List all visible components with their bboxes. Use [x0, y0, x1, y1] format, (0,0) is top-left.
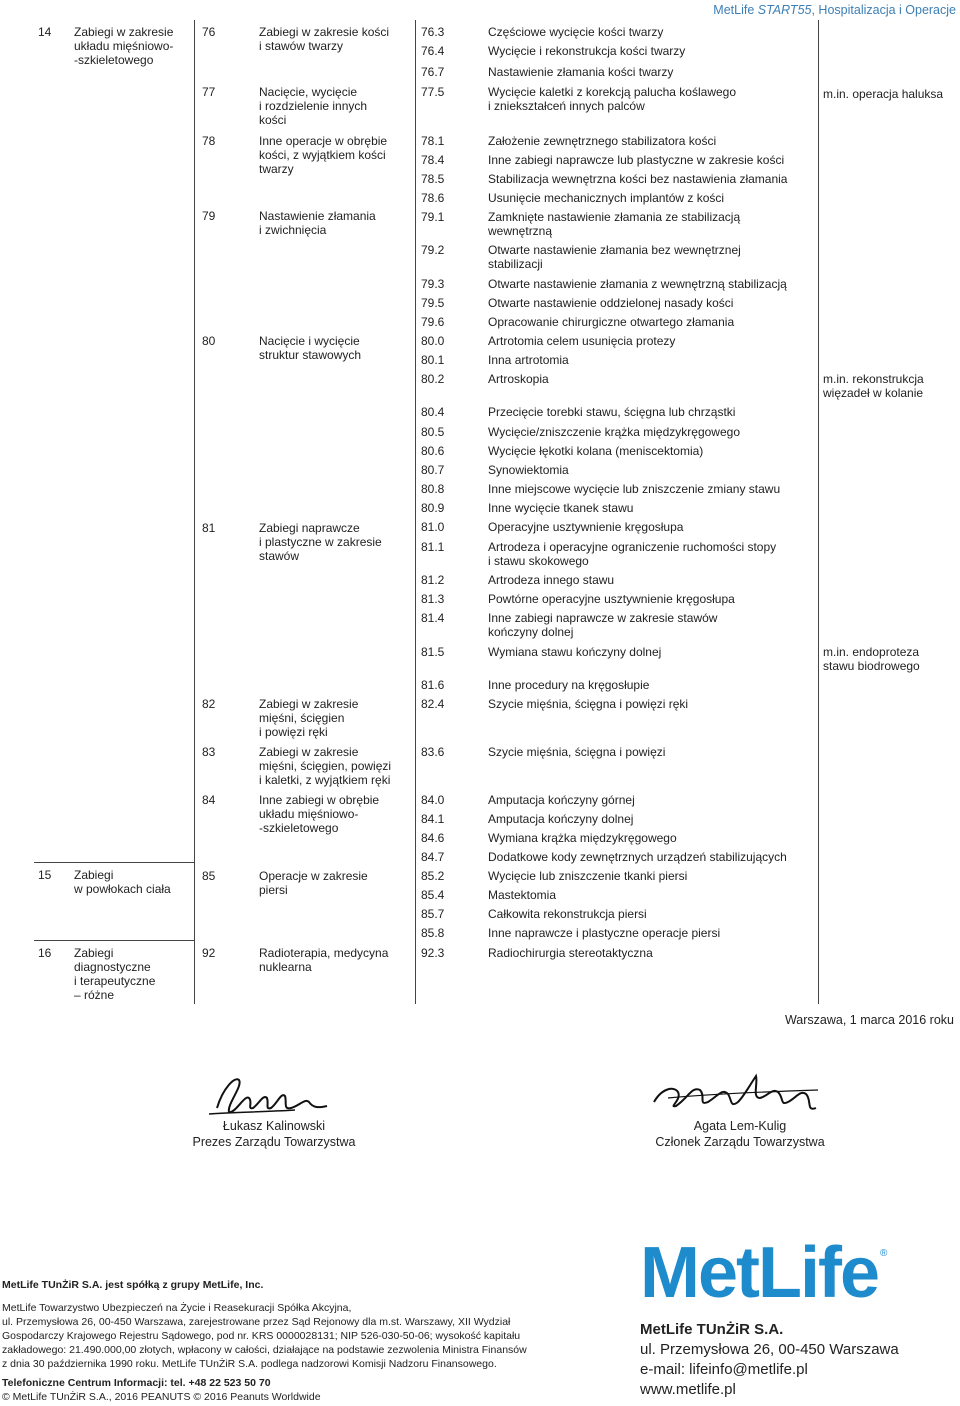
- procedure-code: 81.2: [421, 573, 445, 587]
- procedure-note: m.in. endoproteza stawu biodrowego: [823, 645, 920, 673]
- signatory-role: Prezes Zarządu Towarzystwa: [192, 1135, 356, 1149]
- procedure-code: 85.2: [421, 869, 445, 883]
- company-contact: [640, 1320, 899, 1400]
- procedure-code: 80.0: [421, 334, 445, 348]
- procedure-note: m.in. rekonstrukcja więzadeł w kolanie: [823, 372, 924, 400]
- procedure-code: 84.7: [421, 850, 445, 864]
- procedure-code: 81.3: [421, 592, 445, 606]
- procedure-note: m.in. operacja haluksa: [823, 87, 944, 101]
- group-name: Zabiegi w zakresie układu mięśniowo- -szkieletowego: [74, 25, 174, 67]
- procedure-name: Wycięcie lub zniszczenie tkanki piersi: [488, 869, 688, 883]
- category-number: 83: [202, 745, 216, 759]
- procedure-code: 76.3: [421, 25, 445, 39]
- procedure-name: Operacyjne usztywnienie kręgosłupa: [488, 520, 684, 534]
- procedure-name: Wycięcie/zniszczenie krążka międzykręgowego: [488, 425, 740, 439]
- procedure-name: Otwarte nastawienie oddzielonej nasady kości: [488, 296, 734, 310]
- row-divider: [34, 862, 194, 863]
- procedure-name: Inne zabiegi naprawcze lub plastyczne w zakresie kości: [488, 153, 785, 167]
- category-number: 84: [202, 793, 216, 807]
- category-name: Zabiegi w zakresie mięśni, ścięgien, powięzi i kaletki, z wyjątkiem ręki: [259, 745, 392, 787]
- category-number: 85: [202, 869, 216, 883]
- category-number: 80: [202, 334, 216, 348]
- company-name: MetLife TUnŻiR S.A.: [640, 1321, 784, 1338]
- procedure-code: 85.4: [421, 888, 445, 902]
- procedure-code: 80.7: [421, 463, 445, 477]
- procedure-name: Dodatkowe kody zewnętrznych urządzeń stabilizujących: [488, 850, 787, 864]
- group-name: Zabiegi diagnostyczne i terapeutyczne – różne: [74, 946, 156, 1002]
- procedure-code: 78.1: [421, 134, 445, 148]
- procedure-name: Inne naprawcze i plastyczne operacje piersi: [488, 926, 721, 940]
- category-name: Zabiegi naprawcze i plastyczne w zakresie stawów: [259, 521, 382, 563]
- signatory-1: [160, 1118, 388, 1150]
- procedure-code: 84.1: [421, 812, 445, 826]
- procedure-name: Stabilizacja wewnętrzna kości bez nastawienia złamania: [488, 172, 788, 186]
- procedure-code: 85.8: [421, 926, 445, 940]
- signatory-name: Łukasz Kalinowski: [222, 1119, 326, 1133]
- procedure-code: 84.6: [421, 831, 445, 845]
- document-header: MetLife START55, Hospitalizacja i Operacje: [713, 3, 956, 17]
- procedure-name: Wymiana stawu kończyny dolnej: [488, 645, 662, 659]
- procedure-name: Powtórne operacyjne usztywnienie kręgosłupa: [488, 592, 735, 606]
- procedure-name: Częściowe wycięcie kości twarzy: [488, 25, 664, 39]
- column-divider: [818, 20, 819, 1004]
- procedure-name: Inne wycięcie tkanek stawu: [488, 501, 634, 515]
- category-number: 81: [202, 521, 216, 535]
- procedure-code: 79.2: [421, 243, 445, 257]
- procedure-name: Inne zabiegi naprawcze w zakresie stawów kończyny dolnej: [488, 611, 718, 639]
- procedure-code: 85.7: [421, 907, 445, 921]
- procedure-name: Wycięcie kaletki z korekcją palucha koślawego i zniekształceń innych palców: [488, 85, 737, 113]
- procedure-code: 79.3: [421, 277, 445, 291]
- category-name: Nastawienie złamania i zwichnięcia: [259, 209, 376, 237]
- group-number: 15: [38, 868, 52, 882]
- procedure-name: Inna artrotomia: [488, 353, 569, 367]
- procedure-name: Amputacja kończyny górnej: [488, 793, 635, 807]
- procedure-name: Nastawienie złamania kości twarzy: [488, 65, 674, 79]
- procedure-code: 79.5: [421, 296, 445, 310]
- procedure-name: Otwarte nastawienie złamania bez wewnętrznej stabilizacji: [488, 243, 741, 271]
- procedure-code: 80.5: [421, 425, 445, 439]
- company-email[interactable]: e-mail: lifeinfo@metlife.pl: [640, 1361, 808, 1378]
- procedure-code: 80.6: [421, 444, 445, 458]
- procedure-name: Wymiana krążka międzykręgowego: [488, 831, 677, 845]
- procedure-code: 76.7: [421, 65, 445, 79]
- procedure-name: Przecięcie torebki stawu, ścięgna lub chrząstki: [488, 405, 736, 419]
- company-address: ul. Przemysłowa 26, 00-450 Warszawa: [640, 1341, 899, 1358]
- footer-group-note: MetLife TUnŻiR S.A. jest spółką z grupy MetLife, Inc.: [2, 1279, 264, 1291]
- procedure-name: Wycięcie łękotki kolana (meniscektomia): [488, 444, 704, 458]
- group-number: 14: [38, 25, 52, 39]
- group-name: Zabiegi w powłokach ciała: [74, 868, 171, 896]
- procedure-code: 79.6: [421, 315, 445, 329]
- category-name: Zabiegi w zakresie mięśni, ścięgien i powięzi ręki: [259, 697, 359, 739]
- category-name: Nacięcie i wycięcie struktur stawowych: [259, 334, 362, 362]
- procedure-code: 81.0: [421, 520, 445, 534]
- metlife-logo: MetLife ®: [640, 1233, 888, 1313]
- procedure-code: 84.0: [421, 793, 445, 807]
- footer-contact: Telefoniczne Centrum Informacji: tel. +48 22 523 50 70 © MetLife TUnŻiR S.A., 2016 PEANUTS © 2016 Peanuts Worldwide: [2, 1377, 321, 1403]
- procedure-code: 78.5: [421, 172, 445, 186]
- procedure-code: 78.6: [421, 191, 445, 205]
- category-number: 76: [202, 25, 216, 39]
- procedure-name: Artrodeza innego stawu: [488, 573, 615, 587]
- category-name: Inne zabiegi w obrębie układu mięśniowo- -szkieletowego: [259, 793, 380, 835]
- procedure-code: 81.1: [421, 540, 445, 554]
- column-divider: [415, 20, 416, 1004]
- row-divider: [34, 940, 194, 941]
- category-name: Radioterapia, medycyna nuklearna: [259, 946, 389, 974]
- procedure-code: 82.4: [421, 697, 445, 711]
- group-number: 16: [38, 946, 52, 960]
- procedure-code: 81.6: [421, 678, 445, 692]
- procedure-name: Całkowita rekonstrukcja piersi: [488, 907, 647, 921]
- procedure-code: 80.1: [421, 353, 445, 367]
- procedure-name: Założenie zewnętrznego stabilizatora kości: [488, 134, 717, 148]
- procedure-code: 92.3: [421, 946, 445, 960]
- procedure-name: Artroskopia: [488, 372, 549, 386]
- procedure-name: Radiochirurgia stereotaktyczna: [488, 946, 653, 960]
- category-name: Nacięcie, wycięcie i rozdzielenie innych kości: [259, 85, 368, 127]
- procedure-name: Inne miejscowe wycięcie lub zniszczenie zmiany stawu: [488, 482, 781, 496]
- signature-kalinowski: [205, 1068, 335, 1120]
- procedure-name: Zamknięte nastawienie złamania ze stabilizacją wewnętrzną: [488, 210, 741, 238]
- category-name: Operacje w zakresie piersi: [259, 869, 368, 897]
- procedure-name: Mastektomia: [488, 888, 557, 902]
- procedure-name: Opracowanie chirurgiczne otwartego złamania: [488, 315, 735, 329]
- category-number: 79: [202, 209, 216, 223]
- procedure-name: Synowiektomia: [488, 463, 569, 477]
- category-number: 78: [202, 134, 216, 148]
- procedure-name: Artrodeza i operacyjne ograniczenie ruchomości stopy i stawu skokowego: [488, 540, 777, 568]
- procedure-name: Artrotomia celem usunięcia protezy: [488, 334, 676, 348]
- column-divider: [194, 20, 195, 1004]
- procedure-name: Wycięcie i rekonstrukcja kości twarzy: [488, 44, 686, 58]
- procedure-name: Amputacja kończyny dolnej: [488, 812, 634, 826]
- procedure-code: 77.5: [421, 85, 445, 99]
- category-name: Inne operacje w obrębie kości, z wyjątkiem kości twarzy: [259, 134, 388, 176]
- company-website[interactable]: www.metlife.pl: [640, 1381, 736, 1398]
- procedure-code: 81.4: [421, 611, 445, 625]
- procedure-code: 80.4: [421, 405, 445, 419]
- signature-lem-kulig: [648, 1068, 828, 1120]
- category-number: 77: [202, 85, 216, 99]
- procedure-code: 78.4: [421, 153, 445, 167]
- procedure-name: Szycie mięśnia, ścięgna i powięzi: [488, 745, 666, 759]
- procedure-code: 83.6: [421, 745, 445, 759]
- procedure-code: 80.9: [421, 501, 445, 515]
- procedure-name: Szycie mięśnia, ścięgna i powięzi ręki: [488, 697, 689, 711]
- procedure-code: 80.2: [421, 372, 445, 386]
- date-line: Warszawa, 1 marca 2016 roku: [784, 1013, 954, 1027]
- category-name: Zabiegi w zakresie kości i stawów twarzy: [259, 25, 390, 53]
- signatory-2: [620, 1118, 860, 1150]
- procedure-code: 76.4: [421, 44, 445, 58]
- signatory-name: Agata Lem-Kulig: [693, 1119, 787, 1133]
- procedure-code: 81.5: [421, 645, 445, 659]
- procedure-name: Otwarte nastawienie złamania z wewnętrzną stabilizacją: [488, 277, 787, 291]
- category-number: 82: [202, 697, 216, 711]
- procedure-code: 79.1: [421, 210, 445, 224]
- footer-legal: MetLife Towarzystwo Ubezpieczeń na Życie i Reasekuracji Spółka Akcyjna, ul. Przemysłowa 26, 00-450 Warszawa, zarejestrowane przez Sąd Rejonowy dla m.st. Warszawy, XII Wydział Gospodarczy Krajowego Rejestru Sądowego, pod nr. KRS 0000028131; NIP 526-030-50-06; wysokość kapitału zakładowego: 21.490.000,00 złotych, wpłacony w całości, działające na podstawie zezwolenia Ministra Finansów z dnia 30 października 1990 roku. MetLife TUnŻiR S.A. podlega nadzorowi Komisji Nadzoru Finansowego.: [2, 1302, 527, 1370]
- procedure-code: 80.8: [421, 482, 445, 496]
- procedure-name: Usunięcie mechanicznych implantów z kości: [488, 191, 725, 205]
- signatory-role: Członek Zarządu Towarzystwa: [655, 1135, 825, 1149]
- procedure-name: Inne procedury na kręgosłupie: [488, 678, 650, 692]
- category-number: 92: [202, 946, 216, 960]
